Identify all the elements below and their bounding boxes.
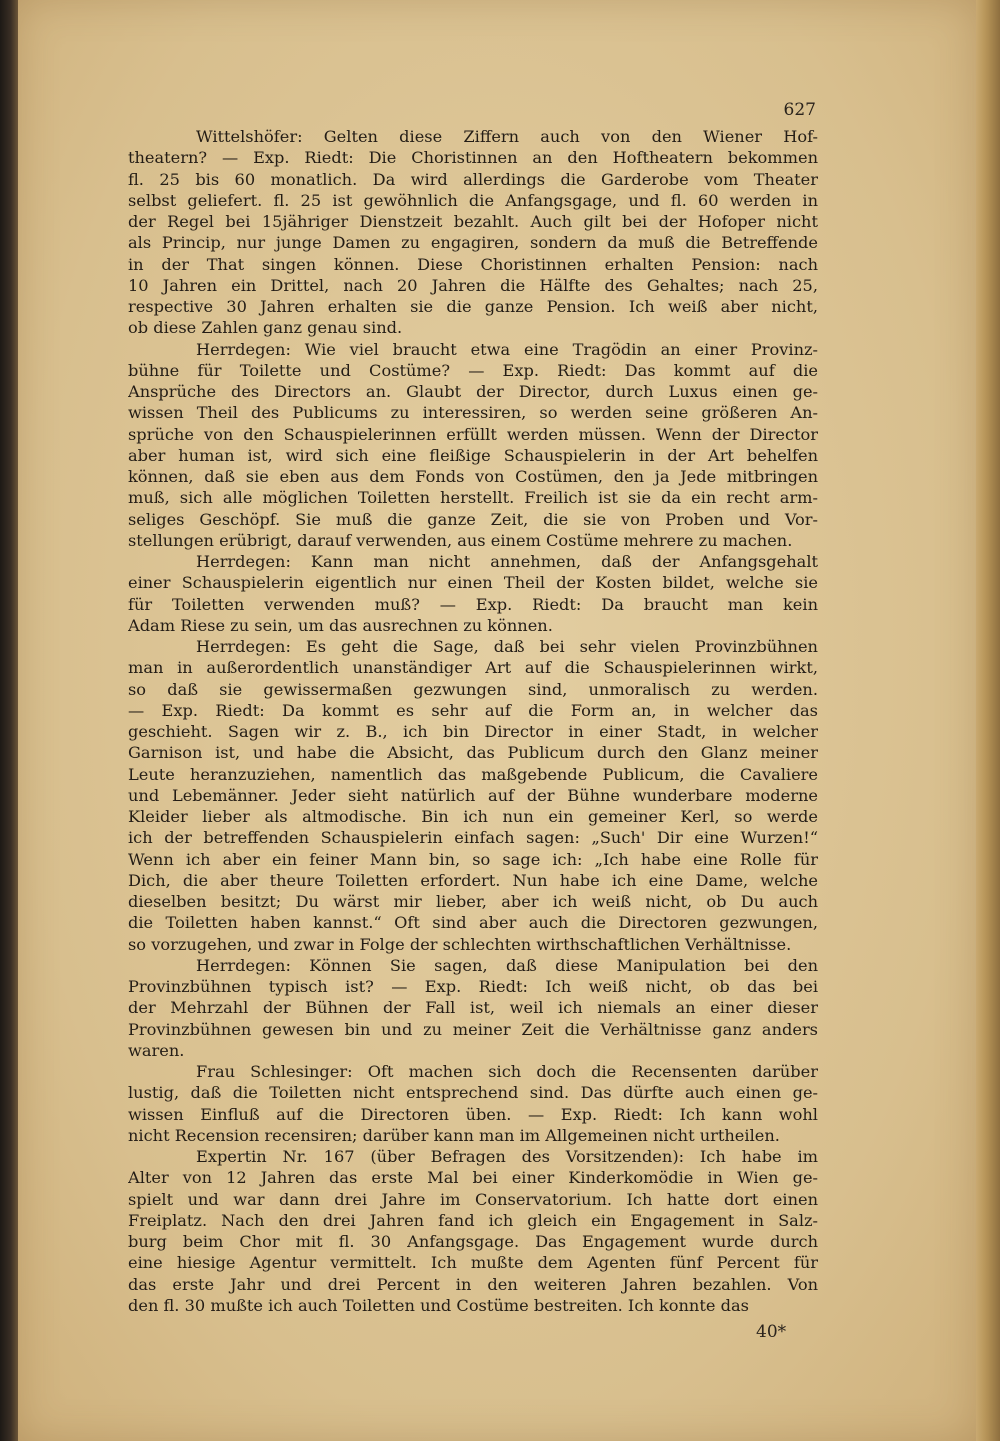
text-line: das erste Jahr und drei Percent in den weiteren Jahren bezahlen. Von <box>128 1274 818 1294</box>
text-line: man in außerordentlich unanständiger Art auf die Schauspielerinnen wirkt, <box>128 658 818 678</box>
paragraph <box>128 126 818 339</box>
text-line: bühne für Toilette und Costüme? — Exp. Riedt: Das kommt auf die <box>128 360 818 380</box>
text-line: Frau Schlesinger: Oft machen sich doch die Recensenten darüber <box>196 1062 818 1081</box>
book-page <box>18 0 976 1441</box>
body-text <box>128 126 818 1316</box>
text-line: so vorzugehen, und zwar in Folge der schlechten wirthschaftlichen Verhältnisse. <box>128 934 792 954</box>
text-line: Freiplatz. Nach den drei Jahren fand ich gleich ein Engagement in Salz- <box>128 1210 818 1230</box>
text-line: wissen Theil des Publicums zu interessiren, so werden seine größeren An- <box>128 403 818 423</box>
text-line: ich der betreffenden Schauspielerin einfach sagen: „Such' Dir eine Wurzen!“ <box>128 828 818 848</box>
text-line: einer Schauspielerin eigentlich nur einen Theil der Kosten bildet, welche sie <box>128 573 818 593</box>
text-line: als Princip, nur junge Damen zu engagiren, sondern da muß die Betreffende <box>128 233 818 253</box>
text-line: nicht Recension recensiren; darüber kann man im Allgemeinen nicht urtheilen. <box>128 1125 780 1145</box>
text-line: Herrdegen: Wie viel braucht etwa eine Tragödin an einer Provinz- <box>196 339 818 359</box>
paragraph <box>128 955 818 1061</box>
text-line: lustig, daß die Toiletten nicht entsprechend sind. Das dürfte auch einen ge- <box>128 1083 818 1103</box>
book-spine-shadow <box>0 0 18 1441</box>
text-line: Herrdegen: Es geht die Sage, daß bei sehr vielen Provinzbühnen <box>196 637 818 656</box>
text-line: Dich, die aber theure Toiletten erfordert. Nun habe ich eine Dame, welche <box>128 870 818 890</box>
text-line: Herrdegen: Kann man nicht annehmen, daß der Anfangsgehalt <box>196 552 818 571</box>
text-line: aber human ist, wird sich eine fleißige Schauspielerin in der Art behelfen <box>128 445 818 465</box>
text-line: Kleider lieber als altmodische. Bin ich nun ein gemeiner Kerl, so werde <box>128 807 818 826</box>
page-edge <box>976 0 1000 1441</box>
text-line: sprüche von den Schauspielerinnen erfüllt werden müssen. Wenn der Director <box>128 424 818 444</box>
text-line: fl. 25 bis 60 monatlich. Da wird allerdings die Garderobe vom Theater <box>128 169 818 189</box>
text-line: können, daß sie eben aus dem Fonds von Costümen, den ja Jede mitbringen <box>128 467 818 486</box>
text-line: ob diese Zahlen ganz genau sind. <box>128 318 403 338</box>
page-number: 627 <box>783 100 816 120</box>
text-line: so daß sie gewissermaßen gezwungen sind, unmoralisch zu werden. <box>128 679 818 699</box>
text-line: burg beim Chor mit fl. 30 Anfangsgage. Das Engagement wurde durch <box>128 1232 818 1251</box>
text-line: Leute heranzuziehen, namentlich das maßgebende Publicum, die Cavaliere <box>128 764 818 784</box>
text-line: selbst geliefert. fl. 25 ist gewöhnlich die Anfangsgage, und fl. 60 werden in <box>128 190 818 210</box>
text-line: waren. <box>128 1040 185 1060</box>
text-line: Expertin Nr. 167 (über Befragen des Vorsitzenden): Ich habe im <box>196 1147 818 1166</box>
text-line: Wenn ich aber ein feiner Mann bin, so sage ich: „Ich habe eine Rolle für <box>128 849 818 869</box>
text-line: für Toiletten verwenden muß? — Exp. Riedt: Da braucht man kein <box>128 594 818 614</box>
paragraph <box>128 1061 818 1146</box>
text-line: der Mehrzahl der Bühnen der Fall ist, weil ich niemals an einer dieser <box>128 998 818 1018</box>
text-line: — Exp. Riedt: Da kommt es sehr auf die Form an, in welcher das <box>128 700 818 720</box>
text-line: und Lebemänner. Jeder sieht natürlich auf der Bühne wunderbare moderne <box>128 785 818 805</box>
text-line: Garnison ist, und habe die Absicht, das Publicum durch den Glanz meiner <box>128 743 818 763</box>
signature-mark: 40* <box>756 1322 787 1342</box>
text-line: stellungen erübrigt, darauf verwenden, aus einem Costüme mehrere zu machen. <box>128 530 793 550</box>
text-line: Provinzbühnen typisch ist? — Exp. Riedt: Ich weiß nicht, ob das bei <box>128 977 818 996</box>
text-line: seliges Geschöpf. Sie muß die ganze Zeit, die sie von Proben und Vor- <box>128 509 818 529</box>
text-line: den fl. 30 mußte ich auch Toiletten und Costüme bestreiten. Ich konnte das <box>128 1295 749 1315</box>
text-line: eine hiesige Agentur vermittelt. Ich mußte dem Agenten fünf Percent für <box>128 1253 818 1273</box>
text-line: in der That singen können. Diese Choristinnen erhalten Pension: nach <box>128 254 818 274</box>
text-line: Adam Riese zu sein, um das ausrechnen zu können. <box>128 615 553 635</box>
paragraph <box>128 636 818 955</box>
paragraph <box>128 1146 818 1316</box>
text-line: Alter von 12 Jahren das erste Mal bei einer Kinderkomödie in Wien ge- <box>128 1168 818 1188</box>
text-line: Herrdegen: Können Sie sagen, daß diese Manipulation bei den <box>196 955 818 975</box>
text-line: respective 30 Jahren erhalten sie die ganze Pension. Ich weiß aber nicht, <box>128 297 818 316</box>
text-line: 10 Jahren ein Drittel, nach 20 Jahren die Hälfte des Gehaltes; nach 25, <box>128 275 818 295</box>
text-line: der Regel bei 15jähriger Dienstzeit bezahlt. Auch gilt bei der Hofoper nicht <box>128 212 818 231</box>
text-line: spielt und war dann drei Jahre im Conservatorium. Ich hatte dort einen <box>128 1189 818 1209</box>
text-line: theatern? — Exp. Riedt: Die Choristinnen an den Hoftheatern bekommen <box>128 148 818 168</box>
text-line: geschieht. Sagen wir z. B., ich bin Director in einer Stadt, in welcher <box>128 722 818 741</box>
text-line: die Toiletten haben kannst.“ Oft sind aber auch die Directoren gezwungen, <box>128 913 818 933</box>
text-line: Wittelshöfer: Gelten diese Ziffern auch von den Wiener Hof- <box>196 127 818 146</box>
text-line: dieselben besitzt; Du wärst mir lieber, aber ich weiß nicht, ob Du auch <box>128 892 818 911</box>
text-line: wissen Einfluß auf die Directoren üben. — Exp. Riedt: Ich kann wohl <box>128 1104 818 1124</box>
text-line: muß, sich alle möglichen Toiletten herstellt. Freilich ist sie da ein recht arm- <box>128 488 818 508</box>
text-line: Ansprüche des Directors an. Glaubt der Director, durch Luxus einen ge- <box>128 382 818 401</box>
paragraph <box>128 339 818 552</box>
paragraph <box>128 551 818 636</box>
text-line: Provinzbühnen gewesen bin und zu meiner Zeit die Verhältnisse ganz anders <box>128 1019 818 1039</box>
